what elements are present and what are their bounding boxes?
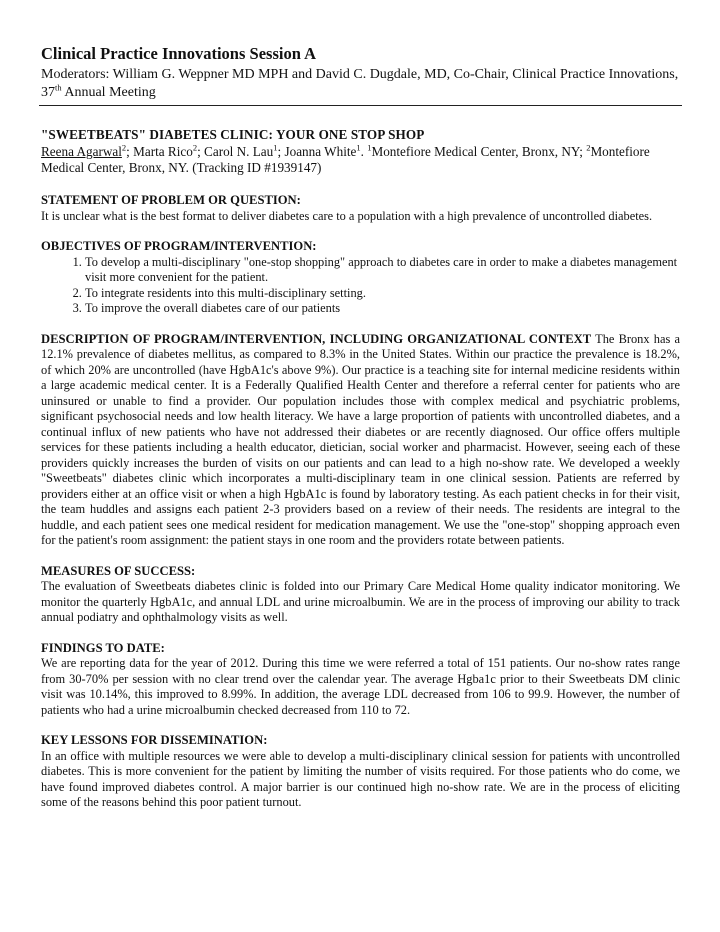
problem-section [41,193,680,224]
author-affiliation-mark: 1 [273,142,278,153]
section-heading: OBJECTIVES OF PROGRAM/INTERVENTION: [41,239,317,253]
author-name: ; Joanna White [277,144,357,159]
ordinal-suffix: th [55,82,62,93]
affiliation-text: Montefiore Medical Center, Bronx, NY. (Tracking ID #1939147) [41,144,650,175]
objectives-section [41,239,680,317]
affiliation-mark: 1 [367,142,372,153]
section-body: The evaluation of Sweetbeats diabetes clinic is folded into our Primary Care Medical Home quality indicator monitoring. We monitor the quarterly HgbA1c, and annual LDL and urine microalbumin. We are in the process of improving our ability to track annual podiatry and ophthalmology visits as well. [41,579,680,624]
affiliation-text: Montefiore Medical Center, Bronx, NY; [371,144,587,159]
author-affiliation-mark: 2 [192,142,198,153]
moderators-meeting: Annual Meeting [61,85,156,100]
findings-section [41,641,680,719]
lessons-section [41,733,680,811]
affiliation-separator: . [360,144,368,159]
objective-item: 2. To integrate residents into this multi-disciplinary setting. [85,286,680,302]
author-name: ; Carol N. Lau [197,144,274,159]
measures-section [41,564,680,626]
moderators-line [41,66,680,102]
abstract-title: "SWEETBEATS" DIABETES CLINIC: YOUR ONE STOP SHOP [41,127,425,142]
description-text: The Bronx has a 12.1% prevalence of diabetes mellitus, as compared to 8.3% in the United States. Within our practice the prevalence is 18.2%, of which 20% are uncontrolled (have HgbA1c's above 9%). Our practice is a teaching site for internal medicine residents within a large academic medical center. It is a Federally Qualified Health Center and therefore a referral center for patients who are uninsured or unable to find a provider. Our population includes those with complex medical and psychiatric problems, significant psychosocial needs and low health literacy. We have a large proportion of patients with uncontrolled diabetes, and a continual influx of new patients who have not addressed their diabetes or are recently diagnosed. Our office offers multiple services for these patients including a health educator, dietician, social worker and pharmacist. However, seeing each of these providers quickly increases the burden of visits on our patients and can lead to a high no-show rate. We developed a weekly "Sweetbeats" diabetes clinic which incorporates a multi-disciplinary team in one clinical session. Patients are referred by providers either at an office visit or when a high HgbA1c is found by laboratory testing. As each patient checks in for their visit, the team huddles and assigns each patient 2-3 providers based on a review of their needs. The residents are integral to the huddle, and each patient sees one medical resident for medication management. We use the "one-stop" shopping approach even for the patient's room assignment: the patient stays in one room and the providers rotate between patients. [41,331,680,547]
author-affiliation-mark: 1 [356,142,361,153]
moderators-text: Moderators: William G. Weppner MD MPH and David C. Dugdale, MD, Co-Chair, Clinical Practice Innovations, 37 [41,67,679,100]
objective-item: 3. To improve the overall diabetes care of our patients [85,301,680,317]
header-divider [39,105,682,106]
section-heading: KEY LESSONS FOR DISSEMINATION: [41,733,268,747]
section-heading: FINDINGS TO DATE: [41,640,165,655]
section-heading: MEASURES OF SUCCESS: [41,563,196,578]
affiliation-mark: 2 [586,142,591,153]
section-body [41,332,680,549]
session-title: Clinical Practice Innovations Session A [41,44,317,63]
section-heading: DESCRIPTION OF PROGRAM/INTERVENTION, INCLUDING ORGANIZATIONAL CONTEXT [41,331,592,346]
author-affiliation-mark: 2 [121,142,127,153]
presenting-author: Reena Agarwal [41,144,122,159]
author-list [41,144,680,176]
author-name: ; Marta Rico [126,144,193,159]
section-body: In an office with multiple resources we were able to develop a multi-disciplinary clinical session for patients with uncontrolled diabetes. This is more convenient for the patient by limiting the number of visits required. For those patients who do come, we have found improved diabetes control. A major barrier is our continued high no-show rate. We are in the process of eliciting some of the reasons behind this poor patient turnout. [41,748,680,809]
section-body: We are reporting data for the year of 2012. During this time we were referred a total of 151 patients. Our no-show rates range from 30-70% per session with no clear trend over the calendar year. The average Hgba1c prior to their Sweetbeats DM clinic visit was 10.14%, this improved to 8.99%. In addition, the average LDL decreased from 106 to 99.9. However, the number of patients who had a urine microalbumin checked decreased from 110 to 72. [41,656,680,717]
section-heading: STATEMENT OF PROBLEM OR QUESTION: [41,193,301,207]
description-section [41,332,680,549]
objective-item: 1. To develop a multi-disciplinary "one-stop shopping" approach to diabetes care in order to make a diabetes management visit more convenient for the patient. [85,255,680,286]
objectives-list [41,255,680,317]
section-body: It is unclear what is the best format to deliver diabetes care to a population with a high prevalence of uncontrolled diabetes. [41,208,653,223]
